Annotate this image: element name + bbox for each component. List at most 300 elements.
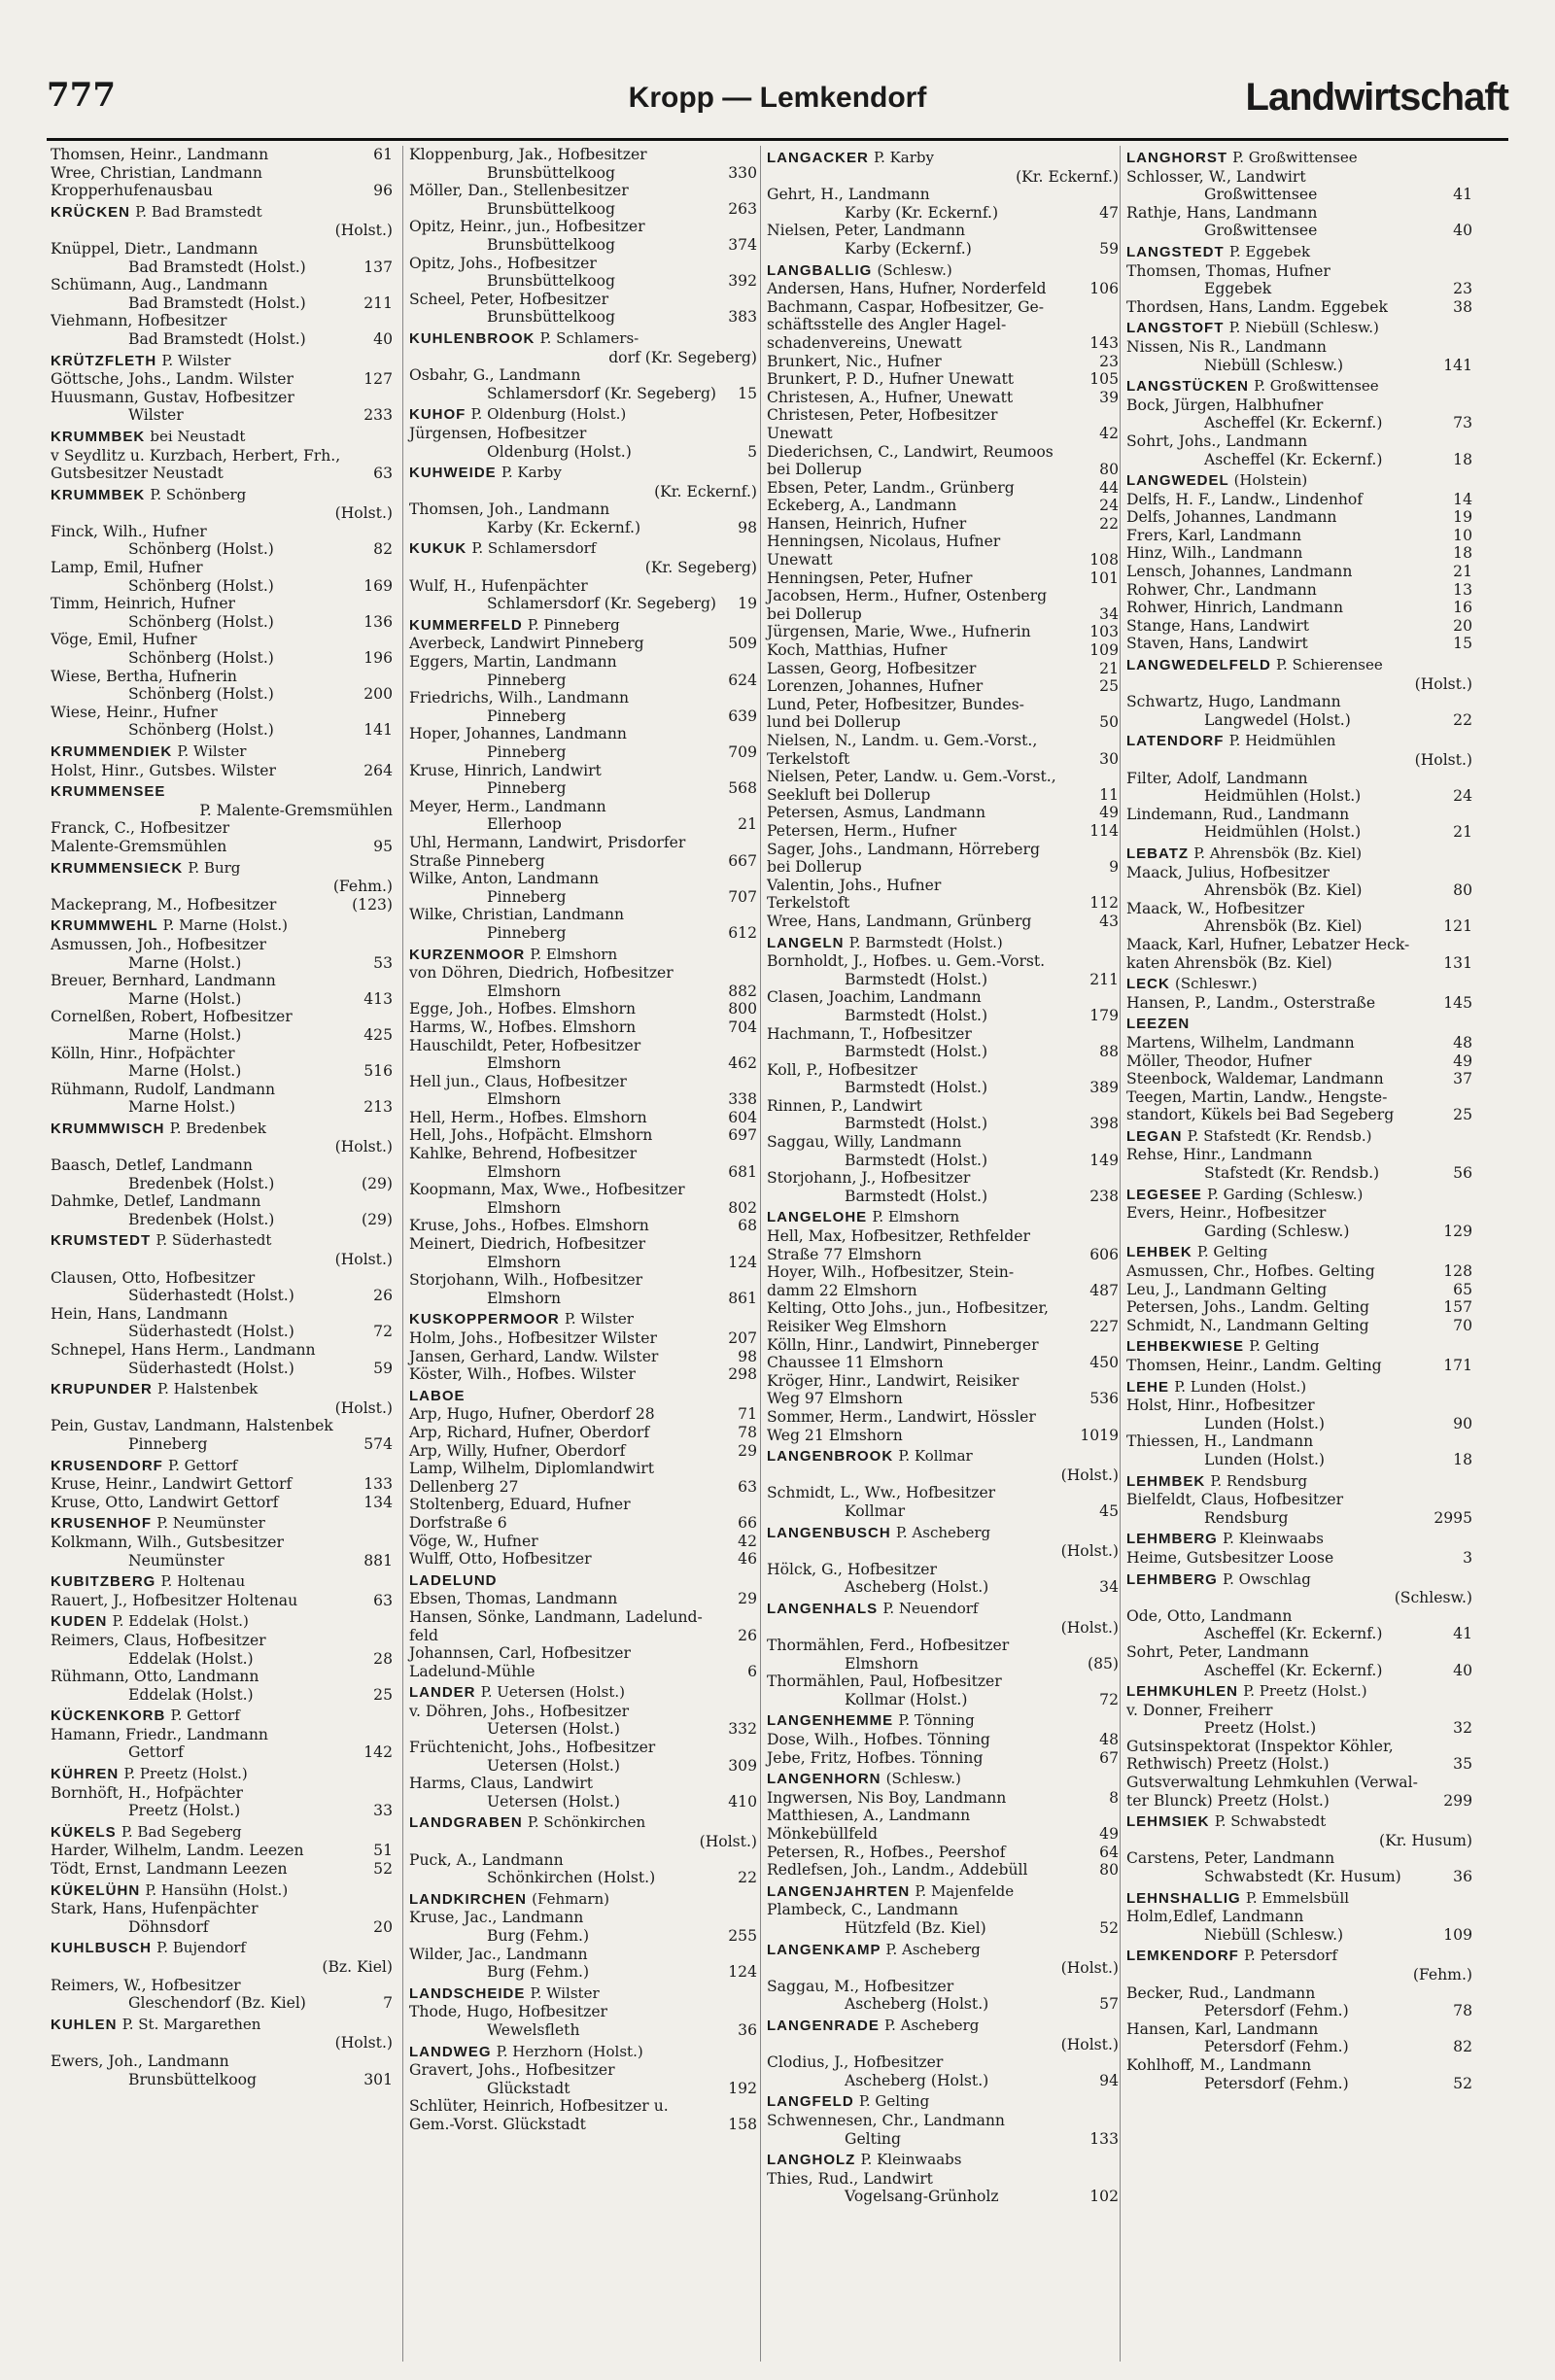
entry-text: Jansen, Gerhard, Landw. Wilster bbox=[409, 1347, 659, 1365]
entry-text: v. Donner, Freiherr bbox=[1126, 1701, 1273, 1719]
post-office: P. Ascheberg bbox=[884, 2016, 980, 2034]
phone-number: 392 bbox=[728, 272, 757, 291]
entry-text: Hoyer, Wilh., Hofbesitzer, Stein- bbox=[767, 1263, 1015, 1282]
entry-line bbox=[409, 1217, 757, 1235]
directory-entry bbox=[767, 2170, 1119, 2206]
post-office: P. Großwittensee bbox=[1232, 149, 1358, 166]
directory-entry bbox=[409, 218, 757, 254]
directory-entry bbox=[51, 1726, 393, 1762]
directory-entry bbox=[51, 1900, 393, 1936]
directory-entry bbox=[767, 641, 1119, 660]
entry-text: Becker, Rud., Landmann bbox=[1126, 1983, 1316, 2002]
directory-entry bbox=[409, 834, 757, 870]
directory-entry bbox=[409, 1405, 757, 1424]
phone-number: 82 bbox=[373, 540, 393, 559]
phone-number: 309 bbox=[728, 1756, 757, 1775]
directory-entry bbox=[767, 732, 1119, 768]
entry-line bbox=[409, 1145, 757, 1163]
entry-line bbox=[1126, 1281, 1472, 1299]
entry-text: Wilster bbox=[128, 406, 184, 425]
entry-text: Rohwer, Hinrich, Landmann bbox=[1126, 599, 1344, 617]
entry-line bbox=[409, 2021, 757, 2040]
entry-text: Nielsen, N., Landm. u. Gem.-Vorst., bbox=[767, 732, 1038, 749]
post-office: P. Wilster bbox=[161, 351, 231, 369]
directory-entry bbox=[409, 1073, 757, 1109]
directory-entry bbox=[51, 1842, 393, 1860]
phone-number: 133 bbox=[363, 1475, 393, 1494]
phone-number: 23 bbox=[1453, 280, 1472, 298]
entry-text: Karby (Kr. Eckernf.) bbox=[487, 518, 641, 536]
entry-line bbox=[51, 146, 393, 164]
phone-number: 398 bbox=[1089, 1115, 1119, 1133]
entry-text: von Döhren, Diedrich, Hofbesitzer bbox=[409, 964, 674, 983]
entry-line bbox=[767, 971, 1119, 989]
entry-line bbox=[767, 732, 1119, 750]
entry-line bbox=[409, 1235, 757, 1254]
phone-number: 1019 bbox=[1080, 1426, 1119, 1444]
entry-line bbox=[409, 1329, 757, 1348]
phone-number: 9 bbox=[1109, 858, 1119, 877]
entry-line bbox=[51, 1552, 393, 1570]
entry-text: schadenvereins, Unewatt bbox=[767, 333, 962, 352]
directory-entry bbox=[51, 1192, 393, 1228]
entry-line bbox=[51, 1686, 393, 1705]
phone-number: 374 bbox=[728, 235, 757, 254]
directory-entry bbox=[1126, 1607, 1472, 1643]
entry-line bbox=[767, 2053, 1119, 2072]
entry-line bbox=[409, 366, 757, 385]
entry-text: Lorenzen, Johannes, Hufner bbox=[767, 677, 984, 696]
place-heading bbox=[1126, 1947, 1472, 1966]
post-office: (Fehmarn) bbox=[532, 1889, 609, 1908]
phone-number: 103 bbox=[1089, 623, 1119, 641]
entry-line bbox=[1126, 900, 1472, 918]
directory-entry bbox=[1126, 1357, 1472, 1375]
entry-line bbox=[51, 1008, 393, 1026]
directory-entry bbox=[1126, 1034, 1472, 1052]
place-heading bbox=[51, 1881, 393, 1901]
entry-line bbox=[1126, 994, 1472, 1013]
entry-text: Averbeck, Landwirt Pinneberg bbox=[409, 635, 644, 653]
entry-text: Rühmann, Rudolf, Landmann bbox=[51, 1080, 276, 1098]
entry-text: Thies, Rud., Landwirt bbox=[767, 2169, 933, 2188]
phone-number: 7 bbox=[383, 1994, 393, 2013]
place-name: LEHBEKWIESE bbox=[1126, 1338, 1245, 1356]
phone-number: 26 bbox=[373, 1287, 393, 1305]
place-heading bbox=[1126, 1186, 1472, 1205]
place-heading bbox=[51, 782, 393, 802]
entry-text: damm 22 Elmshorn bbox=[767, 1281, 917, 1299]
post-office: P. Schönberg bbox=[150, 485, 247, 503]
entry-line bbox=[1126, 451, 1472, 469]
directory-entry bbox=[1126, 204, 1472, 240]
entry-line bbox=[409, 1348, 757, 1366]
entry-text: Holst, Hinr., Gutsbes. Wilster bbox=[51, 761, 276, 779]
directory-entry bbox=[767, 443, 1119, 479]
entry-line bbox=[767, 1188, 1119, 1206]
directory-entry bbox=[51, 668, 393, 704]
directory-entry bbox=[1126, 1491, 1472, 1527]
phone-number: 21 bbox=[1453, 563, 1472, 581]
entry-line bbox=[767, 280, 1119, 298]
entry-line bbox=[51, 559, 393, 577]
entry-text: feld bbox=[409, 1626, 438, 1644]
entry-text: Elmshorn bbox=[487, 982, 562, 1000]
post-office: P. Gelting bbox=[1196, 1243, 1268, 1261]
phone-number: 52 bbox=[1099, 1919, 1119, 1937]
entry-line bbox=[767, 186, 1119, 204]
entry-line bbox=[409, 1793, 757, 1811]
post-office: P. Gettorf bbox=[168, 1456, 238, 1474]
entry-text: Hell, Herm., Hofbes. Elmshorn bbox=[409, 1108, 647, 1126]
post-office: P. Uetersen (Holst.) bbox=[480, 1683, 625, 1702]
directory-entry bbox=[51, 819, 393, 855]
directory-entry bbox=[1126, 563, 1472, 581]
phone-number: 52 bbox=[373, 1860, 393, 1879]
entry-text: Kloppenburg, Jak., Hofbesitzer bbox=[409, 146, 647, 163]
entry-text: Arp, Hugo, Hufner, Oberdorf 28 bbox=[409, 1405, 655, 1424]
post-office: P. Oldenburg (Holst.) bbox=[470, 405, 627, 424]
entry-text: Straße Pinneberg bbox=[409, 851, 545, 870]
directory-entry bbox=[409, 1329, 757, 1348]
entry-line bbox=[51, 1269, 393, 1288]
directory-entry bbox=[409, 1496, 757, 1532]
entry-line bbox=[1126, 1643, 1472, 1662]
entry-line bbox=[409, 906, 757, 924]
place-heading bbox=[51, 1707, 393, 1726]
entry-line bbox=[409, 146, 757, 164]
phone-number: 114 bbox=[1089, 821, 1119, 840]
place-heading bbox=[767, 1941, 1119, 1960]
entry-line bbox=[1126, 1088, 1472, 1107]
entry-text: Schnepel, Hans Herm., Landmann bbox=[51, 1341, 316, 1359]
directory-entry bbox=[767, 623, 1119, 641]
entry-line bbox=[767, 1007, 1119, 1025]
post-office: P. Gelting bbox=[858, 2092, 930, 2111]
phone-number: 606 bbox=[1089, 1245, 1119, 1263]
entry-line bbox=[767, 1825, 1119, 1844]
phone-number: 20 bbox=[1453, 616, 1472, 635]
entry-line bbox=[767, 1299, 1119, 1318]
post-office: P. Karby bbox=[501, 464, 562, 482]
entry-line bbox=[1126, 1849, 1472, 1868]
directory-entry bbox=[409, 366, 757, 402]
entry-line bbox=[409, 2061, 757, 2080]
entry-text: Pinneberg bbox=[487, 779, 567, 798]
place-heading bbox=[51, 1765, 393, 1784]
post-office: P. Bad Segeberg bbox=[121, 1822, 242, 1841]
phone-number: 49 bbox=[1099, 1825, 1119, 1844]
place-subtitle: (Holst.) bbox=[699, 1833, 757, 1851]
directory-entry bbox=[409, 964, 757, 1000]
entry-line bbox=[1126, 599, 1472, 617]
entry-text: Ladelund-Mühle bbox=[409, 1662, 536, 1680]
entry-text: Johannsen, Carl, Hofbesitzer bbox=[409, 1644, 631, 1663]
place-subtitle: (Holst.) bbox=[334, 222, 393, 240]
directory-entry bbox=[1126, 1738, 1472, 1774]
entry-line bbox=[409, 1000, 757, 1018]
post-office: P. Elmshorn bbox=[872, 1208, 960, 1226]
entry-line bbox=[409, 1550, 757, 1569]
place-heading bbox=[51, 1231, 393, 1251]
phone-number: 196 bbox=[363, 649, 393, 668]
directory-entry bbox=[51, 2052, 393, 2088]
entry-text: Mackeprang, M., Hofbesitzer bbox=[51, 895, 277, 914]
place-subtitle: (Kr. Eckernf.) bbox=[1016, 167, 1119, 186]
place-heading bbox=[409, 1571, 757, 1591]
directory-entry bbox=[409, 1365, 757, 1384]
entry-line bbox=[51, 240, 393, 259]
place-heading bbox=[767, 2017, 1119, 2036]
post-office: P. Preetz (Holst.) bbox=[1243, 1682, 1367, 1701]
phone-number: 612 bbox=[728, 923, 757, 942]
post-office: P. Bad Bramstedt bbox=[135, 202, 262, 221]
entry-text: Rathje, Hans, Landmann bbox=[1126, 203, 1318, 222]
entry-text: Schönberg (Holst.) bbox=[128, 540, 274, 559]
directory-entry bbox=[409, 500, 757, 536]
phone-number: 21 bbox=[1453, 823, 1472, 842]
entry-line bbox=[51, 1287, 393, 1305]
directory-entry bbox=[1126, 1298, 1472, 1317]
entry-text: bei Dollerup bbox=[767, 858, 862, 877]
phone-number: 124 bbox=[728, 1253, 757, 1271]
entry-line bbox=[1126, 1908, 1472, 1926]
entry-text: Reisiker Weg Elmshorn bbox=[767, 1318, 948, 1335]
directory-entry bbox=[409, 1271, 757, 1307]
entry-text: Terkelstoft bbox=[767, 894, 850, 913]
entry-line bbox=[1126, 1397, 1472, 1415]
entry-line bbox=[1126, 1625, 1472, 1643]
directory-entry bbox=[409, 1460, 757, 1496]
phone-number: 28 bbox=[373, 1649, 393, 1668]
place-name: KUHLBUSCH bbox=[51, 1940, 152, 1957]
place-name: KUHOF bbox=[409, 406, 466, 424]
entry-line bbox=[51, 721, 393, 740]
entry-line bbox=[1126, 1509, 1472, 1528]
entry-line bbox=[409, 2116, 757, 2134]
entry-text: Eddelak (Holst.) bbox=[128, 1685, 254, 1704]
entry-line bbox=[409, 1424, 757, 1442]
entry-text: Saggau, M., Hofbesitzer bbox=[767, 1977, 954, 1995]
entry-line bbox=[51, 1977, 393, 1995]
entry-text: Köster, Wilh., Hofbes. Wilster bbox=[409, 1365, 636, 1384]
entry-line bbox=[767, 1807, 1119, 1825]
entry-text: Reimers, Claus, Hofbesitzer bbox=[51, 1631, 266, 1649]
post-office: P. Wilster bbox=[530, 1983, 600, 2002]
entry-text: Hansen, P., Landm., Osterstraße bbox=[1126, 993, 1376, 1012]
entry-text: Hamann, Friedr., Landmann bbox=[51, 1725, 268, 1743]
directory-entry bbox=[409, 1909, 757, 1945]
entry-text: Schönkirchen (Holst.) bbox=[487, 1869, 656, 1887]
entry-line bbox=[1126, 1223, 1472, 1241]
entry-text: Großwittensee bbox=[1204, 222, 1318, 240]
directory-entry bbox=[409, 906, 757, 942]
entry-text: Vöge, Emil, Hufner bbox=[51, 631, 197, 649]
place-name: LEHMSIEK bbox=[1126, 1813, 1210, 1831]
directory-entry bbox=[767, 1408, 1119, 1444]
phone-number: 102 bbox=[1089, 2188, 1119, 2206]
directory-entry bbox=[51, 164, 393, 200]
entry-line bbox=[409, 595, 757, 613]
entry-text: Clodius, J., Hofbesitzer bbox=[767, 2053, 944, 2072]
directory-entry bbox=[1126, 1774, 1472, 1810]
entry-line bbox=[409, 815, 757, 834]
entry-text: Rinnen, P., Landwirt bbox=[767, 1096, 922, 1115]
place-name: KUBITZBERG bbox=[51, 1573, 156, 1591]
phone-number: 68 bbox=[738, 1217, 757, 1235]
post-office: P. Preetz (Holst.) bbox=[123, 1765, 248, 1783]
directory-entry bbox=[1126, 994, 1472, 1013]
entry-line bbox=[1126, 806, 1472, 824]
entry-text: Wewelsfleth bbox=[487, 2020, 580, 2039]
directory-entry bbox=[767, 1861, 1119, 1880]
place-heading bbox=[51, 1120, 393, 1139]
entry-line bbox=[767, 858, 1119, 877]
entry-line bbox=[409, 1739, 757, 1757]
place-name: LADELUND bbox=[409, 1571, 498, 1589]
directory-entry bbox=[1126, 864, 1472, 900]
entry-text: Eckeberg, A., Landmann bbox=[767, 497, 957, 515]
place-name: LANDKIRCHEN bbox=[409, 1890, 527, 1908]
entry-text: Hansen, Heinrich, Hufner bbox=[767, 514, 967, 533]
place-name: LANGENKAMP bbox=[767, 1941, 881, 1958]
phone-number: 301 bbox=[363, 2070, 393, 2088]
entry-line bbox=[51, 1026, 393, 1045]
post-office: P. Schlamers- bbox=[539, 328, 639, 347]
entry-line bbox=[409, 1644, 757, 1663]
directory-entry bbox=[767, 1227, 1119, 1263]
entry-text: Bock, Jürgen, Halbhufner bbox=[1126, 396, 1324, 414]
entry-text: Möller, Theodor, Hufner bbox=[1126, 1052, 1312, 1070]
directory-entry bbox=[51, 1784, 393, 1820]
entry-line bbox=[767, 1789, 1119, 1808]
place-name: LEHMBERG bbox=[1126, 1570, 1218, 1588]
directory-entry bbox=[51, 1494, 393, 1512]
place-name: KUMMERFELD bbox=[409, 616, 523, 634]
directory-entry bbox=[767, 1749, 1119, 1768]
directory-entry bbox=[409, 1348, 757, 1366]
phone-number: 425 bbox=[363, 1025, 393, 1044]
phone-number: 802 bbox=[728, 1198, 757, 1217]
entry-text: Ahrensbök (Bz. Kiel) bbox=[1204, 917, 1363, 936]
place-subtitle: (Holst.) bbox=[334, 2034, 393, 2052]
entry-text: Holm,Edlef, Landmann bbox=[1126, 1908, 1304, 1926]
phone-number: 882 bbox=[728, 982, 757, 1000]
phone-number: 52 bbox=[1453, 2074, 1472, 2092]
directory-entry bbox=[409, 1851, 757, 1887]
entry-text: Wilke, Anton, Landmann bbox=[409, 870, 600, 888]
post-office: P. Hansühn (Holst.) bbox=[145, 1880, 289, 1899]
entry-text: Seekluft bei Dollerup bbox=[767, 785, 931, 804]
entry-line bbox=[409, 519, 757, 537]
entry-line bbox=[1126, 1719, 1472, 1738]
entry-line bbox=[767, 750, 1119, 769]
place-name: KRUMSTEDT bbox=[51, 1232, 152, 1250]
directory-entry bbox=[1126, 2056, 1472, 2092]
entry-text: Harms, Claus, Landwirt bbox=[409, 1775, 593, 1793]
phone-number: 24 bbox=[1099, 497, 1119, 515]
place-name: LEHMBEK bbox=[1126, 1472, 1206, 1490]
entry-line bbox=[767, 1227, 1119, 1246]
directory-entry bbox=[767, 353, 1119, 371]
entry-line bbox=[51, 1726, 393, 1744]
phone-number: 5 bbox=[747, 442, 757, 461]
entry-text: Nissen, Nis R., Landmann bbox=[1126, 337, 1327, 356]
post-office: P. Süderhastedt bbox=[156, 1231, 272, 1250]
entry-line bbox=[1126, 1070, 1472, 1088]
entry-line bbox=[409, 1608, 757, 1627]
place-subtitle: (Holst.) bbox=[1060, 1542, 1119, 1561]
entry-line bbox=[767, 1408, 1119, 1427]
entry-text: Diederichsen, C., Landwirt, Reumoos bbox=[767, 442, 1054, 461]
place-name: LANGHORST bbox=[1126, 150, 1227, 166]
entry-line bbox=[51, 1062, 393, 1081]
directory-entry bbox=[767, 877, 1119, 913]
entry-text: Brunsbüttelkoog bbox=[487, 235, 615, 254]
place-name: KRUMMBEK bbox=[51, 428, 146, 445]
place-heading bbox=[51, 486, 393, 505]
phone-number: 108 bbox=[1089, 551, 1119, 569]
entry-line bbox=[767, 2130, 1119, 2149]
entry-text: Gettorf bbox=[128, 1743, 184, 1762]
entry-text: Dose, Wilh., Hofbes. Tönning bbox=[767, 1731, 990, 1749]
entry-text: Rühmann, Otto, Landmann bbox=[51, 1668, 259, 1686]
entry-text: Koopmann, Max, Wwe., Hofbesitzer bbox=[409, 1181, 685, 1199]
place-name: LANGENJAHRTEN bbox=[767, 1882, 911, 1900]
post-office: P. Garding (Schlesw.) bbox=[1207, 1185, 1364, 1203]
post-office: P. Kleinwaabs bbox=[860, 2151, 962, 2169]
entry-line bbox=[767, 1372, 1119, 1391]
post-office: P. Marne (Holst.) bbox=[162, 916, 289, 935]
directory-entry bbox=[1126, 1908, 1472, 1944]
phone-number: 98 bbox=[738, 518, 757, 536]
entry-line bbox=[409, 725, 757, 743]
entry-line bbox=[51, 819, 393, 838]
entry-line bbox=[51, 649, 393, 668]
directory-entry bbox=[51, 312, 393, 348]
place-heading bbox=[409, 616, 757, 636]
phone-number: 141 bbox=[363, 721, 393, 740]
entry-line bbox=[1126, 1549, 1472, 1568]
entry-text: Lindemann, Rud., Landmann bbox=[1126, 805, 1350, 823]
entry-line bbox=[409, 1963, 757, 1982]
directory-entry bbox=[51, 1592, 393, 1610]
place-heading bbox=[51, 859, 393, 879]
place-name: LANGACKER bbox=[767, 150, 869, 166]
place-heading bbox=[1126, 1472, 1472, 1492]
entry-line bbox=[767, 497, 1119, 515]
phone-number: 574 bbox=[363, 1434, 393, 1453]
place-name: KRUMMENSIECK bbox=[51, 859, 184, 877]
entry-line bbox=[767, 1484, 1119, 1502]
entry-text: Schwartz, Hugo, Landmann bbox=[1126, 693, 1341, 711]
entry-line bbox=[51, 330, 393, 349]
place-subtitle: (Kr. Eckernf.) bbox=[654, 482, 757, 500]
entry-text: Barmstedt (Holst.) bbox=[845, 1079, 988, 1097]
place-heading bbox=[409, 539, 757, 559]
entry-text: Bredenbek (Holst.) bbox=[128, 1210, 275, 1228]
entry-text: Christesen, A., Hufner, Unewatt bbox=[767, 388, 1014, 406]
phone-number: 112 bbox=[1089, 894, 1119, 913]
place-name: KRUMMENDIEK bbox=[51, 743, 173, 760]
entry-text: Barmstedt (Holst.) bbox=[845, 1187, 988, 1205]
phone-number: 179 bbox=[1089, 1006, 1119, 1024]
directory-entry bbox=[409, 1235, 757, 1271]
place-name: KRÜTZFLETH bbox=[51, 352, 157, 369]
entry-text: Koll, P., Hofbesitzer bbox=[767, 1060, 917, 1079]
entry-line bbox=[767, 1169, 1119, 1188]
directory-entry bbox=[767, 186, 1119, 222]
